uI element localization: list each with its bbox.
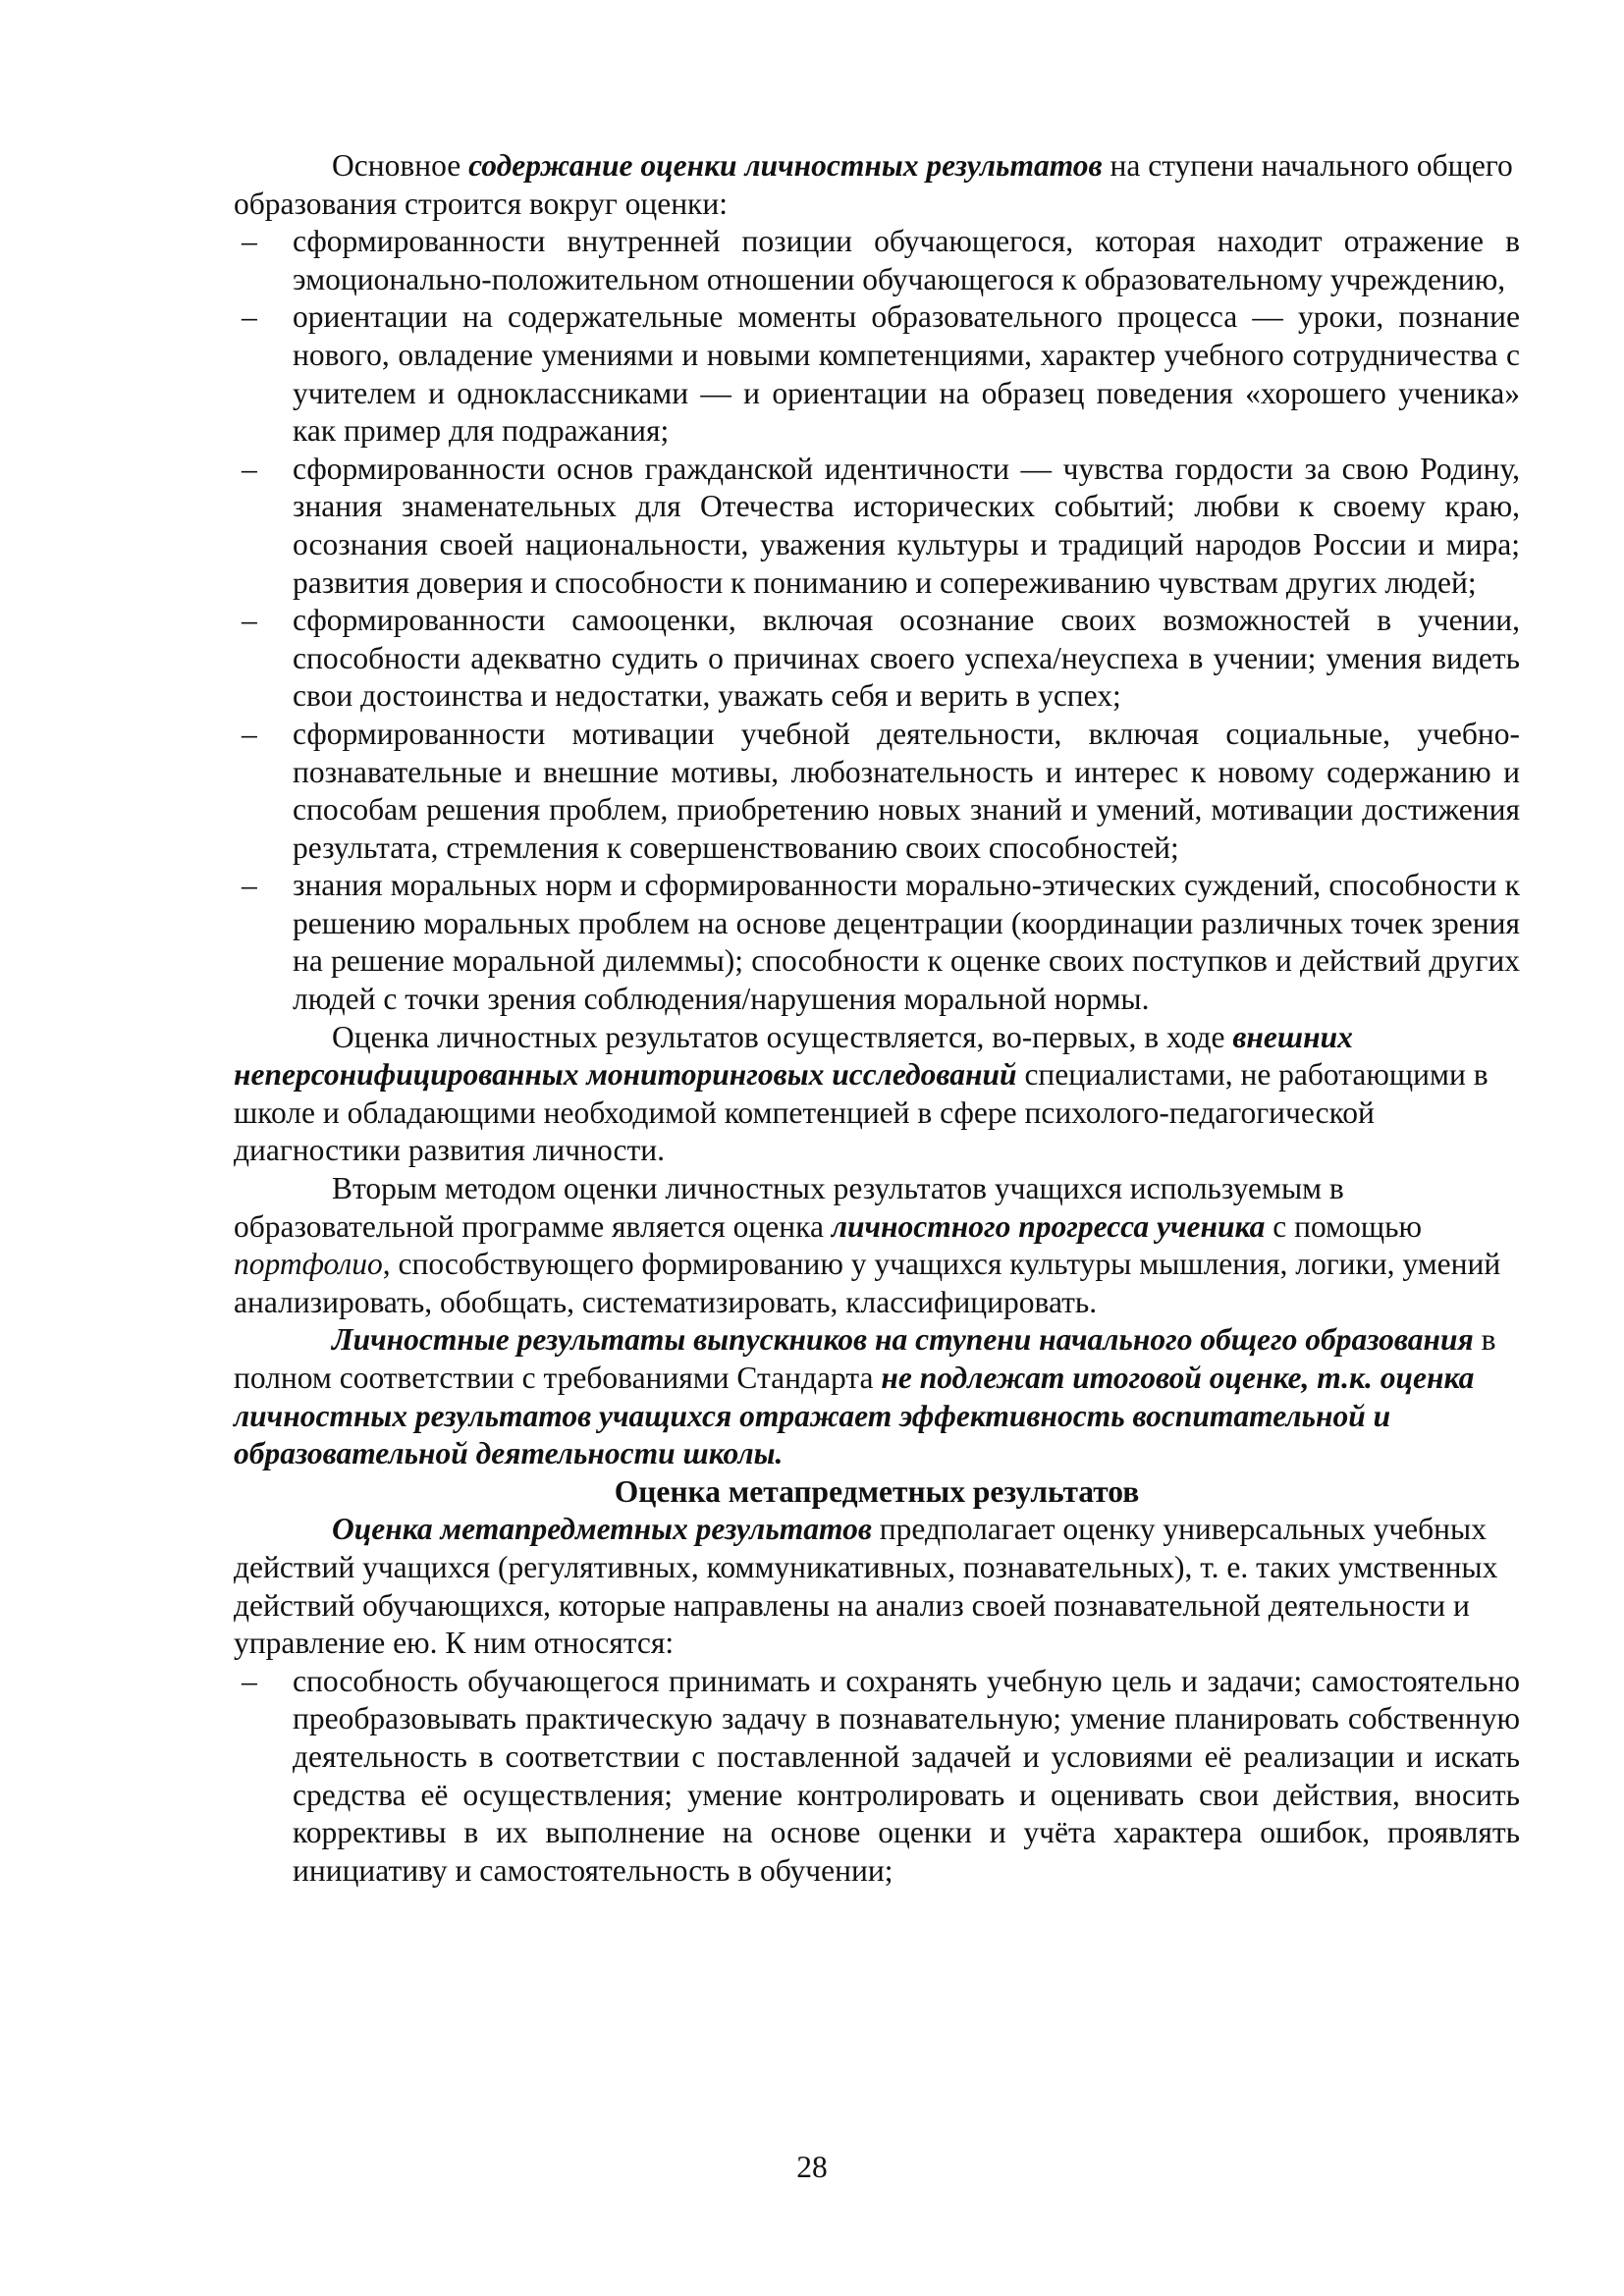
portfolio-emphasis: личностного прогресса ученика [831, 1208, 1266, 1244]
meta-results-list [234, 1663, 1520, 1891]
list-item: – сформированности мотивации учебной деятельности, включая социальные, учебно-познавательные и внешние мотивы, любознательность и интерес к новому содержанию и способам решения проблем, приобретению новых знаний и умений, мотивации достижения результата, стремления к совершенствованию своих способностей; [234, 716, 1520, 867]
list-item: – сформированности внутренней позиции обучающегося, которая находит отражение в эмоционально-положительном отношении обучающегося к образовательному учреждению, [234, 223, 1520, 298]
meta-emphasis: Оценка метапредметных результатов [332, 1512, 872, 1547]
intro-text-end: на ступени начального общего образования строится вокруг оценки: [234, 148, 1513, 221]
intro-emphasis: содержание оценки личностных результатов [468, 148, 1103, 183]
monitoring-paragraph [234, 1019, 1520, 1170]
portfolio-text-end: , способствующего формированию у учащихся культуры мышления, логики, умений анализировать, обобщать, систематизировать, классифицировать. [234, 1247, 1501, 1319]
monitoring-emphasis: внешних неперсонифицированных мониторинговых исследований [234, 1019, 1353, 1093]
graduates-paragraph [234, 1321, 1520, 1472]
portfolio-text: Вторым методом оценки личностных результатов учащихся используемым в образовательной программе является оценка [234, 1171, 1344, 1244]
monitoring-text-end: специалистами, не работающими в школе и обладающими необходимой компетенцией в сфере психолого-педагогической диагностики развития личности. [234, 1057, 1489, 1168]
portfolio-text-mid: с помощью [1265, 1208, 1422, 1244]
document-page [234, 147, 1520, 1890]
list-item: – знания моральных норм и сформированности морально-этических суждений, способности к решению моральных проблем на основе децентрации (координации различных точек зрения на решение моральной дилеммы); способности к оценке своих поступков и действий других людей с точки зрения соблюдения/нарушения моральной нормы. [234, 867, 1520, 1018]
portfolio-italic: портфолио [234, 1247, 383, 1282]
graduates-emphasis-end: не подлежат итоговой оценке, т.к. оценка личностных результатов учащихся отражает эффективность воспитательной и образовательной деятельности школы. [234, 1361, 1475, 1471]
intro-text: Основное [332, 148, 469, 183]
intro-paragraph [234, 147, 1520, 223]
page-number: 28 [796, 2150, 828, 2184]
graduates-emphasis: Личностные результаты выпускников на ступени начального общего образования [332, 1322, 1474, 1358]
portfolio-paragraph [234, 1170, 1520, 1321]
meta-paragraph [234, 1511, 1520, 1662]
graduates-text: в полном соответствии с требованиями Стандарта [234, 1322, 1496, 1395]
section-heading: Оценка метапредметных результатов [614, 1473, 1140, 1509]
list-item: – сформированности основ гражданской идентичности — чувства гордости за свою Родину, знания знаменательных для Отечества исторических событий; любви к своему краю, осознания своей национальности, уважения культуры и традиций народов России и мира; развития доверия и способности к пониманию и сопереживанию чувствам других людей; [234, 451, 1520, 602]
personal-results-list [234, 223, 1520, 1018]
meta-text: предполагает оценку универсальных учебных действий учащихся (регулятивных, коммуникативных, познавательных), т. е. таких умственных действий обучающихся, которые направлены на анализ своей познавательной деятельности и управление ею. К ним относятся: [234, 1512, 1498, 1661]
monitoring-text: Оценка личностных результатов осуществляется, во-первых, в ходе [332, 1019, 1233, 1054]
list-item: – способность обучающегося принимать и сохранять учебную цель и задачи; самостоятельно преобразовывать практическую задачу в познавательную; умение планировать собственную деятельность в соответствии с поставленной задачей и условиями её реализации и искать средства её осуществления; умение контролировать и оценивать свои действия, вносить коррективы в их выполнение на основе оценки и учёта характера ошибок, проявлять инициативу и самостоятельность в обучении; [234, 1663, 1520, 1891]
list-item: – сформированности самооценки, включая осознание своих возможностей в учении, способности адекватно судить о причинах своего успеха/неуспеха в учении; умения видеть свои достоинства и недостатки, уважать себя и верить в успех; [234, 602, 1520, 716]
list-item: – ориентации на содержательные моменты образовательного процесса — уроки, познание нового, овладение умениями и новыми компетенциями, характер учебного сотрудничества с учителем и одноклассниками — и ориентации на образец поведения «хорошего ученика» как пример для подражания; [234, 298, 1520, 450]
